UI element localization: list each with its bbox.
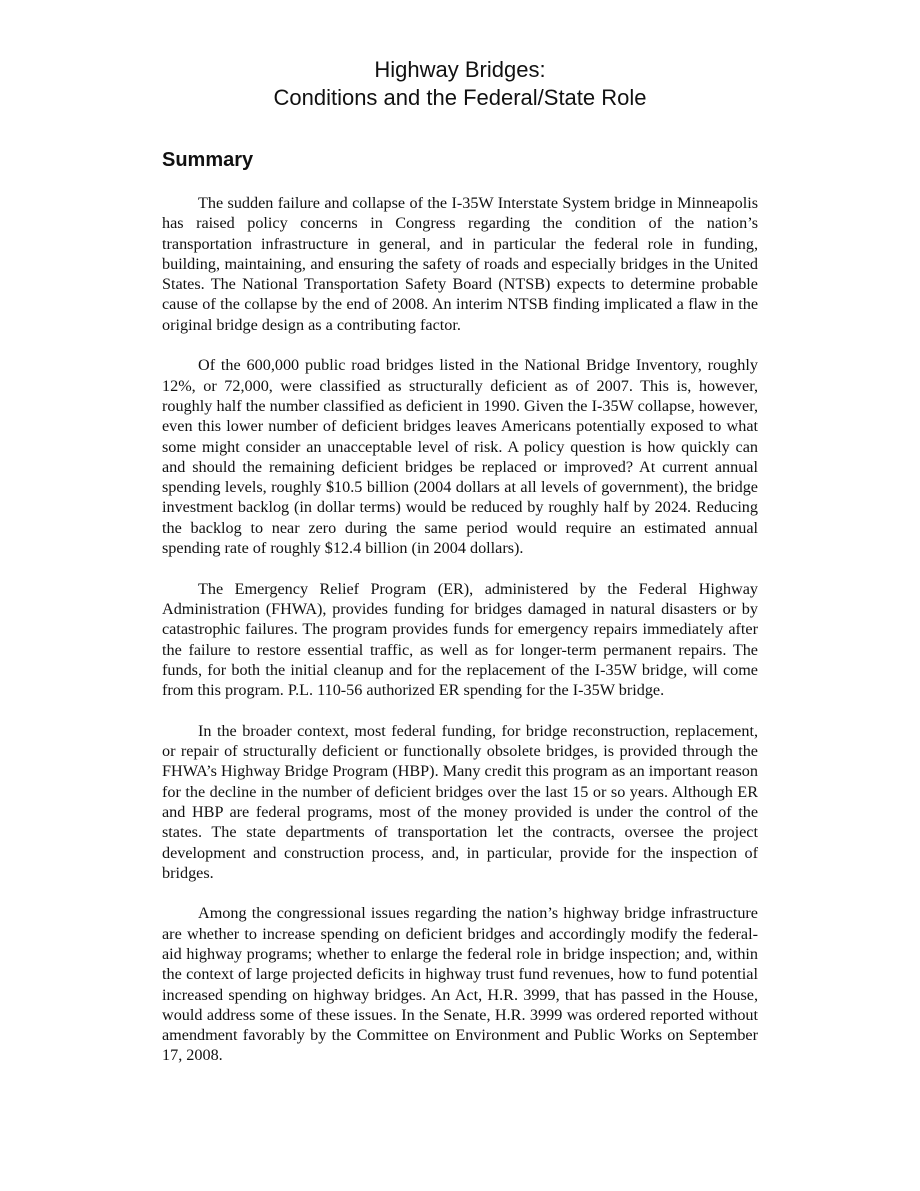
document-title — [0, 56, 920, 112]
summary-body — [162, 193, 758, 1086]
section-heading-summary: Summary — [162, 149, 254, 171]
summary-paragraph-5: Among the congressional issues regarding the nation’s highway bridge infrastructure are whether to increase spending on deficient bridges and accordingly modify the federal-aid highway programs; whether to enlarge the federal role in bridge inspection; and, within the context of large projected deficits in highway trust fund revenues, how to fund potential increased spending on highway bridges. An Act, H.R. 3999, that has passed in the House, would address some of these issues. In the Senate, H.R. 3999 was ordered reported without amendment favorably by the Committee on Environment and Public Works on September 17, 2008. — [162, 904, 758, 1065]
summary-paragraph-4: In the broader context, most federal funding, for bridge reconstruction, replacement, or repair of structurally deficient or functionally obsolete bridges, is provided through the FHWA’s Highway Bridge Program (HBP). Many credit this program as an important reason for the decline in the number of deficient bridges over the last 15 or so years. Although ER and HBP are federal programs, most of the money provided is under the control of the states. The state departments of transportation let the contracts, oversee the project development and construction process, and, in particular, provide for the inspection of bridges. — [162, 721, 758, 882]
summary-paragraph-1: The sudden failure and collapse of the I-35W Interstate System bridge in Minneapolis has raised policy concerns in Congress regarding the condition of the nation’s transportation infrastructure in general, and in particular the federal role in funding, building, maintaining, and ensuring the safety of roads and especially bridges in the United States. The National Transportation Safety Board (NTSB) expects to determine probable cause of the collapse by the end of 2008. An interim NTSB finding implicated a flaw in the original bridge design as a contributing factor. — [162, 194, 758, 334]
summary-paragraph-3: The Emergency Relief Program (ER), administered by the Federal Highway Administration (FHWA), provides funding for bridges damaged in natural disasters or by catastrophic failures. The program provides funds for emergency repairs immediately after the failure to restore essential traffic, as well as for longer-term permanent repairs. The funds, for both the initial cleanup and for the replacement of the I-35W bridge, will come from this program. P.L. 110-56 authorized ER spending for the I-35W bridge. — [162, 579, 758, 700]
summary-paragraph-2: Of the 600,000 public road bridges listed in the National Bridge Inventory, roughly 12%, or 72,000, were classified as structurally deficient as of 2007. This is, however, roughly half the number classified as deficient in 1990. Given the I-35W collapse, however, even this lower number of deficient bridges leaves Americans potentially exposed to what some might consider an unacceptable level of risk. A policy question is how quickly can and should the remaining deficient bridges be replaced or improved? At current annual spending levels, roughly $10.5 billion (2004 dollars at all levels of government), the bridge investment backlog (in dollar terms) would be reduced by roughly half by 2024. Reducing the backlog to near zero during the same period would require an estimated annual spending rate of roughly $12.4 billion (in 2004 dollars). — [162, 356, 758, 558]
title-line-2: Conditions and the Federal/State Role — [273, 85, 647, 110]
title-line-1: Highway Bridges: — [374, 57, 546, 82]
